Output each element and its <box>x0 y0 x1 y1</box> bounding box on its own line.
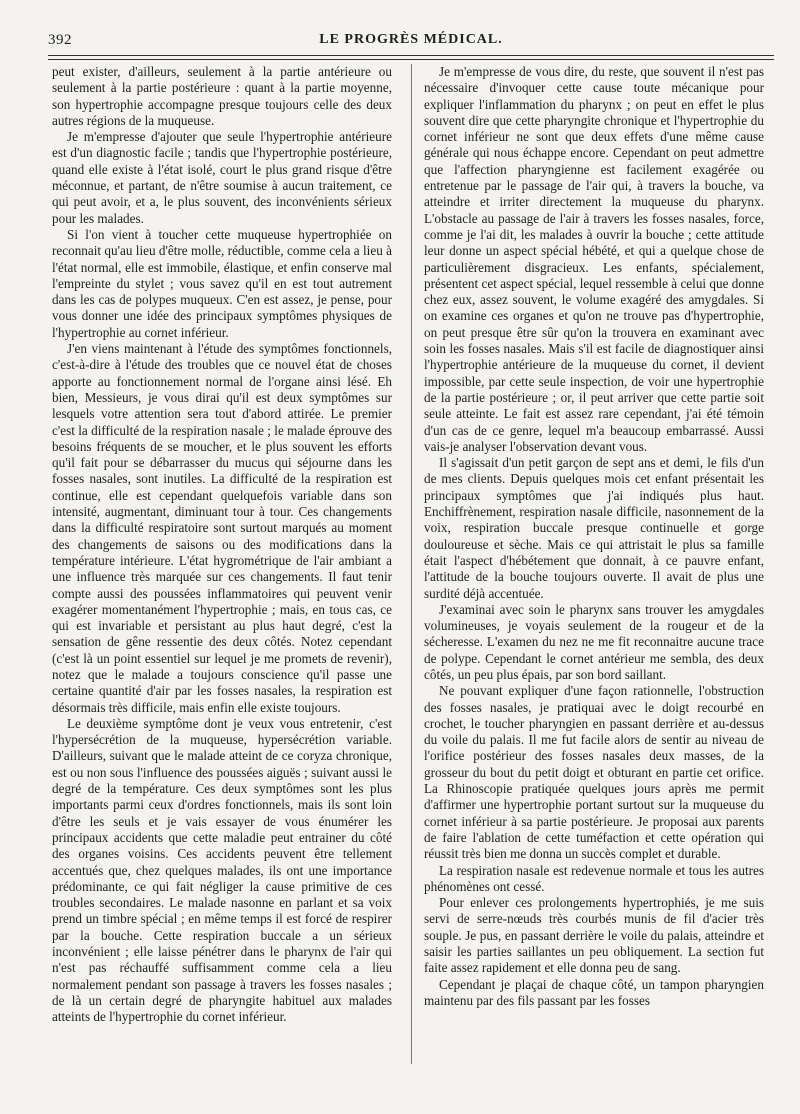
paragraph: Il s'agissait d'un petit garçon de sept ans et demi, le fils d'un de mes clients. Depuis quelques mois cet enfant présentait les principaux symptômes que j'ai indiqués plus haut. Enchiffrènement, respiration nasale difficile, nasonnement de la voix, respiration buccale presque continuelle et gorge douloureuse et sèche. Mais ce qui attristait le plus sa famille était l'aspect d'hébétement que donnait, à ce pauvre enfant, l'attitude de la bouche toujours ouverte. Il avait de plus une surdité déjà accentuée. <box>424 455 764 601</box>
paragraph: Pour enlever ces prolongements hypertrophiés, je me suis servi de serre-nœuds très courbés munis de fil d'acier très souple. Je pus, en passant derrière le voile du palais, atteindre et saisir les parties saillantes un peu obliquement. La section fut faite assez rapidement et elle donna peu de sang. <box>424 895 764 976</box>
page-header <box>48 30 774 50</box>
header-rule <box>48 55 774 56</box>
right-column <box>424 64 764 1064</box>
paragraph: peut exister, d'ailleurs, seulement à la partie antérieure ou seulement à la partie postérieure : quant à la partie moyenne, son hypertrophie accompagne presque toujours celle des deux autres régions de la muqueuse. <box>52 64 392 128</box>
paragraph: Je m'empresse de vous dire, du reste, que souvent il n'est pas nécessaire d'invoquer cette cause toute mécanique pour expliquer l'inflammation du pharynx ; on peut en effet le plus souvent dire que cette pharyngite chronique et l'hypertrophie du cornet inférieur ne sont que deux effets d'une même cause générale qui nous échappe encore. Cependant on peut admettre que l'affection pharyngienne est facilement exagérée ou entretenue par le passage de l'air qui, à travers la bouche, va atteindre et irriter directement la muqueuse du pharynx. L'obstacle au passage de l'air à travers les fosses nasales, force, comme je l'ai dit, les malades à ouvrir la bouche ; cette attitude leur donne un aspect spécial hébété, et qui a quelque chose de particulièrement disgracieux. Les enfants, spécialement, présentent cet aspect spécial, lequel ressemble à celui que donne chez eux, assez souvent, le volume exagéré des amygdales. Si on examine ces organes et qu'on ne trouve pas d'hypertrophie, on peut presque être sûr qu'on la trouvera en examinant avec soin les fosses nasales. Mais s'il est facile de diagnostiquer ainsi l'hypertrophie antérieure de la muqueuse du cornet, il devient impossible, par cette seule inspection, de voir une hypertrophie de la partie postérieure ; or, il peut arriver que cette partie soit seule atteinte. Le fait est assez rare cependant, j'ai été témoin d'un cas de ce genre, lequel m'a beaucoup embarrassé. Aussi vais-je analyser l'observation devant vous. <box>424 64 764 454</box>
header-rule-double <box>48 59 774 60</box>
paragraph: J'en viens maintenant à l'étude des symptômes fonctionnels, c'est-à-dire à l'étude des troubles que ce nouvel état de choses apporte au fonctionnement normal de l'organe ainsi lésé. Eh bien, Messieurs, je vous dirai qu'il est deux symptômes sur lesquels votre attention sera tout d'abord attirée. Le premier c'est la difficulté de la respiration nasale ; le malade éprouve des besoins fréquents de se moucher, et le plus souvent les efforts qu'il fait pour se débarrasser du mucus qui séjourne dans les fosses nasales, sont inutiles. La difficulté de la respiration est continue, elle est cependant quelquefois variable dans son intensité, augmentant, diminuant tour à tour. Ces changements dans la difficulté respiratoire sont surtout marqués au moment des changements de saisons ou des modifications dans la température intérieure. L'état hygrométrique de l'air ambiant a une influence très marquée sur ces changements. Il faut tenir compte aussi des poussées inflammatoires qui peuvent venir exagérer momentanément l'hypertrophie ; mais, en tous cas, ce qui est invariable et persistant au plus haut degré, c'est la sensation de gêne ressentie des deux côtés. Notez cependant (c'est là un point essentiel sur lequel je me promets de revenir), notez que le malade a toujours conscience qu'il passe une certaine quantité d'air par les fosses nasales, la respiration est désormais très difficile, mais enfin elle existe toujours. <box>52 341 392 715</box>
paragraph: Si l'on vient à toucher cette muqueuse hypertrophiée on reconnait qu'au lieu d'être molle, réductible, comme cela a lieu à l'état normal, elle est immobile, élastique, et enfin conserve mal l'empreinte du stylet ; vous savez qu'il en est tout autrement dans les cas de polypes muqueux. C'en est assez, je pense, pour vous donner une idée des principaux symptômes physiques de l'hypertrophie au cornet inférieur. <box>52 226 392 340</box>
left-column <box>52 64 392 1064</box>
column-divider <box>411 64 412 1064</box>
paragraph: J'examinai avec soin le pharynx sans trouver les amygdales volumineuses, je voyais seulement de la rougeur et de la sécheresse. L'examen du nez ne me fit reconnaitre aucune trace de polype. Cependant le cornet antérieur me sembla, des deux côtés, un peu plus épais, par son bord saillant. <box>424 601 764 682</box>
paragraph: Je m'empresse d'ajouter que seule l'hypertrophie antérieure est d'un diagnostic facile ; tandis que l'hypertrophie postérieure, quand elle existe à l'état isolé, court le plus grand risque d'être méconnue, et partant, de n'être soumise à aucun traitement, ce qui peut avoir, et a, le plus souvent, des inconvénients sérieux pour les malades. <box>52 129 392 226</box>
paragraph: Le deuxième symptôme dont je veux vous entretenir, c'est l'hypersécrétion de la muqueuse, hypersécrétion variable. D'ailleurs, suivant que le malade atteint de ce coryza chronique, est ou non sous l'influence des poussées aiguës ; suivant aussi le degré de la température. Ces deux symptômes sont les plus importants parmi ceux d'ordres fonctionnels, mais ils sont loin d'être les seuls et je vais essayer de vous énumérer les principaux accidents que cette maladie peut entrainer du côté des organes voisins. Ces accidents peuvent être tellement accentués que, chez quelques malades, ils ont une importance prédominante, ce qui fait négliger la cause primitive de ces troubles secondaires. Le malade nasonne en parlant et sa voix prend un timbre spécial ; en même temps il est forcé de respirer par la bouche. Cette respiration buccale a un sérieux inconvénient ; elle laisse pénétrer dans le pharynx de l'air qui n'est pas réchauffé suffisamment comme cela a lieu normalement pendant son passage à travers les fosses nasales ; de là un certain degré de pharyngite habituel aux malades atteints de l'hypertrophie du cornet inférieur. <box>52 715 392 1025</box>
paragraph: La respiration nasale est redevenue normale et tous les autres phénomènes ont cessé. <box>424 862 764 894</box>
journal-title: LE PROGRÈS MÉDICAL. <box>319 32 503 47</box>
page-number: 392 <box>48 32 72 48</box>
paragraph: Cependant je plaçai de chaque côté, un tampon pharyngien maintenu par des fils passant par les fosses <box>424 976 764 1008</box>
paragraph: Ne pouvant expliquer d'une façon rationnelle, l'obstruction des fosses nasales, je pratiquai avec le doigt recourbé en crochet, le toucher pharyngien en passant derrière et au-dessus du voile du palais. Il me fut facile alors de sentir au niveau de l'orifice postérieur des fosses nasales deux masses, de la grosseur du bout du petit doigt et obturant en partie cet orifice. La Rhinoscopie pratiquée quelques jours après me permit d'affirmer une hypertrophie portant surtout sur la muqueuse du cornet inférieur à sa partie postérieure. Je proposai aux parents de faire l'ablation de cette tuméfaction et cette opération qui réussit très bien me donna un succès complet et durable. <box>424 683 764 862</box>
